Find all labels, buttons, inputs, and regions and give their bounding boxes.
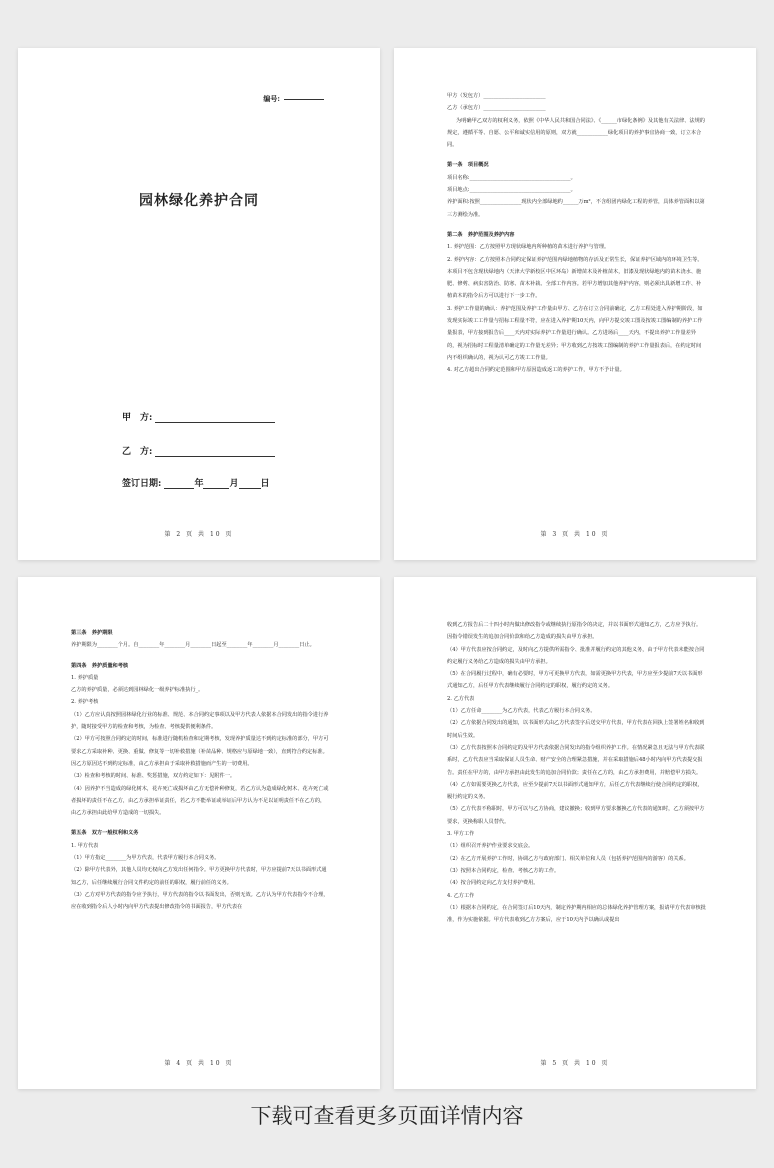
paragraph: （1）乙方应认真按照园林绿化行业的标准、规范、本合同约定事项以及甲方代表人依据本合同发出的指令进行养护，随时接受甲方的检查和考核，为检查、考核提供便利条件。 [71,711,329,731]
paragraph: 甲方（发包方）________________________ [447,93,546,99]
contract-page-3 [394,48,756,560]
sign-date-field [122,476,270,489]
page-number: 第 4 页 共 10 页 [164,1060,234,1067]
page-number: 第 3 页 共 10 页 [540,531,610,538]
party-a-field [122,410,275,423]
paragraph: （3）按照本合同约定，检查、考核乙方的工作。 [447,867,560,874]
paragraph: 2. 养护内容：乙方按照本合同约定保证养护范围内绿地植物的存活及正常生长，保证养护区域内的环境卫生等。本项目不包含现状绿地内（天津大学新校区中区环岛）新增苗木及补植苗木，旧漆及现状绿地内的苗木浇水、施肥、修剪、病虫害防治、防寒、苗木补栽、全部工作内容。若甲方增加其他养护内容，则必须出具新增工作、补植苗木的指令后方可以进行下一步工作。 [447,256,703,300]
section-heading: 第五条 双方一般权利和义务 [71,830,139,837]
paragraph: （2）除甲方代表外，其他人员均无权向乙方发出任何指令。甲方更换甲方代表时，甲方应提前7天以书面形式通知乙方，后任继续履行合同文件约定的前任的职权，履行前任的义务。 [71,867,327,886]
paragraph: （1）甲方指定________为甲方代表，代表甲方履行本合同义务。 [71,855,220,862]
paragraph: （2）在乙方开展养护工作时，协调乙方与政府部门、相关单位和人员（包括养护范围内的游客）的关系。 [447,855,689,862]
paragraph: （2）乙方依据合同发出的通知，以书面形式由乙方代表签字后送交甲方代表，甲方代表在回执上签署姓名和收到时间后生效。 [447,720,705,739]
paragraph: （5）乙方代表不称职时，甲方可以与乙方协商，建议撤换；收到甲方要求撤换乙方代表的通知时，乙方须按甲方要求，更换称职人员替代。 [447,806,705,825]
contract-cover-page [18,48,380,560]
paragraph: 1. 甲方代表 [71,842,99,849]
paragraph: 2. 养护考核 [71,699,99,706]
paragraph: （4）乙方如需要更换乙方代表，应至少提前7天以书面形式通知甲方，后任乙方代表继续行使合同约定的职权，履行约定的义务。 [447,781,703,801]
contract-title: 园林绿化养护合同 [139,193,259,209]
paragraph: 1. 养护范围：乙方按照甲方现状绿地内所种植的苗木进行养护与管理。 [447,244,610,251]
contract-code-label: 编号: [263,94,280,103]
page-number: 第 5 页 共 10 页 [540,1060,610,1067]
paragraph: 养护期限为________个月。自________年________月________日起至________年________月________日止。 [71,642,315,649]
date-year-label: 年 [194,479,204,489]
paragraph: 2. 乙方代表 [447,695,475,702]
paragraph: 乙方（承包方）________________________ [447,105,546,112]
paragraph: （4）甲方代表应按合同约定，及时向乙方提供所需指令、批准并履行约定的其他义务，由于甲方代表未能按合同约定履行义务给乙方造成的损失由甲方承担。 [447,646,705,665]
paragraph: （4）按合同约定向乙方支付养护费用。 [447,880,539,887]
paragraph: 1. 养护质量 [71,674,99,681]
paragraph: （3）检查和考核的时间、标准、奖惩措施，双方约定如下：见附件一。 [71,773,236,780]
download-more-caption[interactable]: 下载可查看更多页面详情内容 [250,1104,524,1128]
paragraph: 4. 对乙方超出合同约定范围和甲方原因造成返工的养护工作，甲方不予计量。 [447,367,625,374]
page-text-body [71,619,330,914]
section-heading: 第四条 养护质量和考核 [71,662,129,669]
paragraph: 项目地点:_______________________________________。 [447,187,576,194]
party-a-label: 甲 方: [122,413,153,423]
date-month-label: 月 [229,479,239,489]
paragraph: （4）因养护不当造成的绿化树木，花卉死亡或损坏由乙方无偿补种修复，若乙方认为造成绿化树木、花卉死亡或者损坏的责任不在乙方，由乙方承担举证责任，若乙方不能举证或举证后甲方认为不足以证明责任不在乙方的，由乙方承担由此给甲方造成的一切损失。 [71,785,329,817]
sign-date-label: 签订日期: [122,479,162,489]
paragraph: （5）在合同履行过程中，确有必要时，甲方可更换甲方代表，如需更换甲方代表，甲方应至少提前7天以书面形式通知乙方，后任甲方代表继续履行合同约定的职权，履行约定的义务。 [447,671,703,690]
paragraph: （2）甲方可按照合同约定的时间，标准进行随机检查和定期考核，发现养护质量达不到约定标准的部分，甲方可要求乙方采取补种、更换、重做、修复等一切补救措施（补苗品种、规格应与原绿地一致），直到符合约定标准。因乙方原因达不到约定标准，由乙方承担由于采取补救措施而产生的一切费用。 [71,736,329,767]
page-text-body [447,619,706,926]
paragraph: 4. 乙方工作 [447,892,475,899]
paragraph: 收到乙方报告后二十四小时内做出修改指令或继续执行原指令的决定，并以书面形式通知乙方，乙方应予执行。因指令错误发生的追加合同价款和给乙方造成的损失由甲方承担。 [447,622,702,641]
contract-page-5 [394,577,756,1089]
paragraph: 3. 养护工作量的确认：养护范围及养护工作量由甲方、乙方在订立合同前确定，乙方工程处进入养护期阶段，如发现实际竣工工作量与招标工程量不符，应在进入养护期10天内，向甲方提交竣工图及按竣工图编制的养护工作量报表，甲方接到报告后____天内对实际养护工作量进行确认。乙方进场后____天内，不提出养护工作量差异的，视为招标时工程量清单确定的工作量无差异；甲方收到乙方按竣工图编制的养护工作量报表后，在约定时间内不组织确认的，视为认可乙方竣工工作量。 [447,305,703,361]
paragraph: 为明确甲乙双方的权利义务，依照《中华人民共和国合同法》、《______市绿化条例》及其他有关法律、法规的规定，遵循平等、自愿、公平和诚实信用的原则，双方就____________绿化项目的养护事宜协商一致，订立本合同。 [447,117,705,149]
paragraph: （1）根据本合同约定，在合同签订后10天内，制定养护期内相应的总体绿化养护管理方案，报请甲方代表审核批准，作为实施依据。甲方代表收到乙方方案后，应于10天内予以确认或提出 [447,904,706,924]
paragraph: （1）乙方任命________为乙方代表，代表乙方履行本合同义务。 [447,708,596,715]
section-heading: 第三条 养护期限 [71,630,113,636]
contract-code [263,94,324,104]
paragraph: （3）乙方对甲方代表的指令应予执行，甲方代表的指令以书面发出，否则无效。乙方认为甲方代表指令不合理，应在收到指令后人小时内向甲方代表提出修改指令的书面报告，甲方代表在 [71,891,329,911]
paragraph: （1）组织召开养护作业要求交底会。 [447,843,534,850]
paragraph: 3. 甲方工作 [447,831,475,838]
paragraph: 乙方的养护质量，必须达到园林绿化一级养护标准执行_。 [71,687,204,694]
paragraph: （3）乙方代表按照本合同约定的及甲方代表依据合同发出的指令组织养护工作。在情况紧急且无法与甲方代表联系时，乙方代表应当采取保证人员生命、财产安全的合理紧急措施，并在采取措施后48小时内向甲方代表提交报告。责任在甲方的，由甲方承担由此发生的追加合同价款；责任在乙方的，由乙方承担费用，并赔偿甲方损失。 [447,744,705,776]
contract-page-4 [18,577,380,1089]
party-b-label: 乙 方: [122,447,153,457]
date-day-label: 日 [260,479,270,489]
party-b-field [122,444,275,457]
section-heading: 第一条 项目概况 [447,162,489,169]
paragraph: 项目名称:_______________________________________。 [447,174,576,181]
paragraph: 养护面积:按照________________现状内全部绿地约______万m²，不含组团内绿化工程的养管，具体养管面积以第三方测绘为准。 [447,199,705,218]
page-text-body [447,90,706,377]
section-heading: 第二条 养护范围及养护内容 [447,231,515,238]
page-number: 第 2 页 共 10 页 [164,531,234,538]
